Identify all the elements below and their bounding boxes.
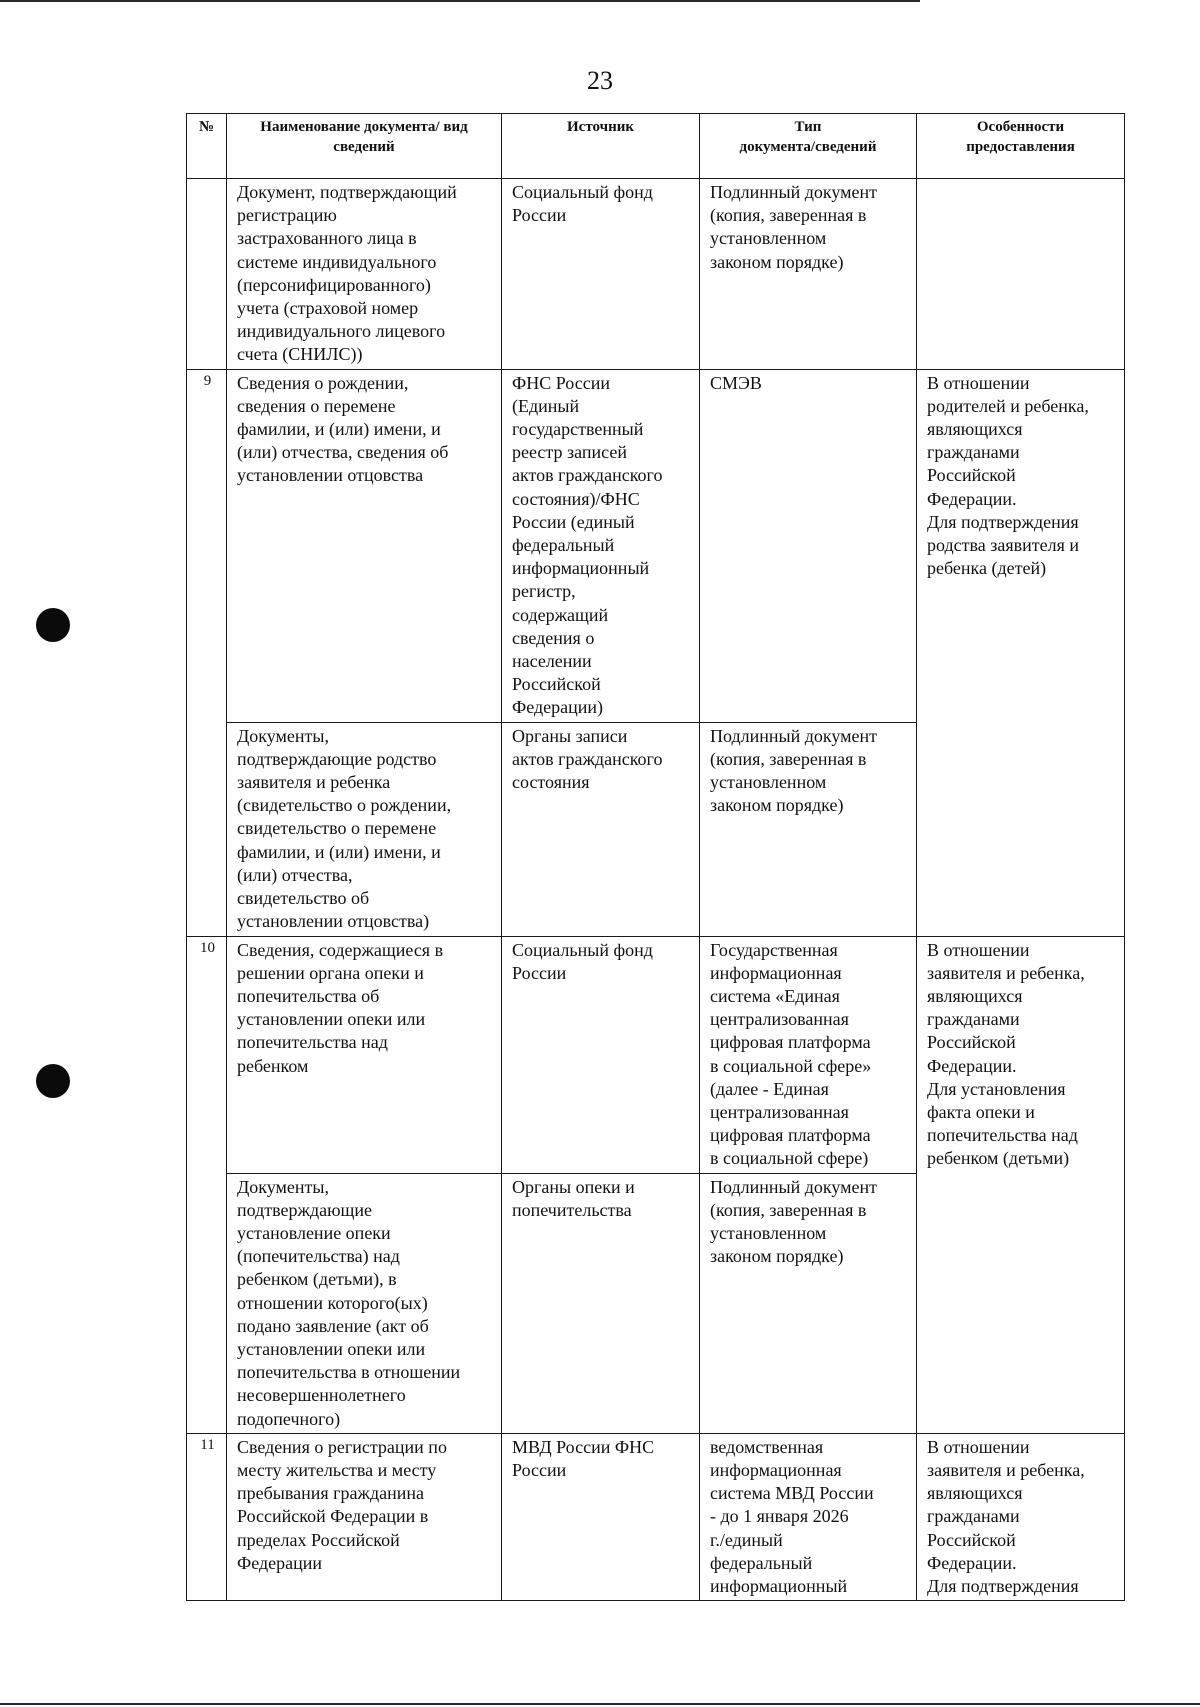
row-source: МВД России ФНС России: [502, 1433, 700, 1600]
table-row: [187, 179, 1125, 370]
header-document-type: Тип документа/сведений: [700, 114, 917, 179]
row-number: 11: [187, 1433, 227, 1600]
page-number: 23: [587, 66, 613, 95]
row-source: ФНС России (Единый государственный реестр записей актов гражданского состояния)/ФНС России (единый федеральный информационный регистр, содержащий сведения о населении Российской Федерации): [502, 369, 700, 722]
scan-edge-top: [0, 0, 920, 2]
row-number: 10: [187, 936, 227, 1433]
row-features: В отношении родителей и ребенка, являющихся гражданами Российской Федерации. Для подтверждения родства заявителя и ребенка (детей): [917, 369, 1125, 936]
row-document-name: Сведения о рождении, сведения о перемене фамилии, и (или) имени, и (или) отчества, сведения об установлении отцовства: [227, 369, 502, 722]
row-document-type: Подлинный документ (копия, заверенная в установленном законом порядке): [700, 1173, 917, 1433]
table-header-row: [187, 114, 1125, 179]
header-features: Особенности предоставления: [917, 114, 1125, 179]
header-document-name: Наименование документа/ вид сведений: [227, 114, 502, 179]
row-source: Органы записи актов гражданского состояния: [502, 722, 700, 936]
header-number: №: [187, 114, 227, 179]
row-source: Социальный фонд России: [502, 936, 700, 1173]
row-document-type: Подлинный документ (копия, заверенная в установленном законом порядке): [700, 722, 917, 936]
row-document-type: СМЭВ: [700, 369, 917, 722]
row-document-name: Документы, подтверждающие родство заявителя и ребенка (свидетельство о рождении, свидетельство о перемене фамилии, и (или) имени, и (или) отчества, свидетельство об установлении отцовства): [227, 722, 502, 936]
header-source: Источник: [502, 114, 700, 179]
row-document-type: Подлинный документ (копия, заверенная в установленном законом порядке): [700, 179, 917, 370]
documents-table: [186, 113, 1125, 1601]
row-source: Органы опеки и попечительства: [502, 1173, 700, 1433]
table-row: [187, 369, 1125, 722]
row-document-name: Документ, подтверждающий регистрацию застрахованного лица в системе индивидуального (персонифицированного) учета (страховой номер индивидуального лицевого счета (СНИЛС)): [227, 179, 502, 370]
row-number: 9: [187, 369, 227, 936]
table-row: [187, 936, 1125, 1173]
row-features: В отношении заявителя и ребенка, являющихся гражданами Российской Федерации. Для подтверждения: [917, 1433, 1125, 1600]
row-document-type: ведомственная информационная система МВД России - до 1 января 2026 г./единый федеральный информационный: [700, 1433, 917, 1600]
scan-edge-bottom: [0, 1703, 1200, 1705]
row-features: [917, 179, 1125, 370]
table-row: [187, 1433, 1125, 1600]
row-document-name: Документы, подтверждающие установление опеки (попечительства) над ребенком (детьми), в отношении которого(ых) подано заявление (акт об установлении опеки или попечительства в отношении несовершеннолетнего подопечного): [227, 1173, 502, 1433]
row-features: В отношении заявителя и ребенка, являющихся гражданами Российской Федерации. Для установления факта опеки и попечительства над ребенком (детьми): [917, 936, 1125, 1433]
row-number-cell: [187, 179, 227, 370]
row-source: Социальный фонд России: [502, 179, 700, 370]
row-document-name: Сведения о регистрации по месту жительства и месту пребывания гражданина Российской Федерации в пределах Российской Федерации: [227, 1433, 502, 1600]
row-document-type: Государственная информационная система «Единая централизованная цифровая платформа в социальной сфере» (далее - Единая централизованная цифровая платформа в социальной сфере): [700, 936, 917, 1173]
punch-hole-upper: [36, 608, 70, 642]
row-document-name: Сведения, содержащиеся в решении органа опеки и попечительства об установлении опеки или попечительства над ребенком: [227, 936, 502, 1173]
punch-hole-lower: [36, 1064, 70, 1098]
